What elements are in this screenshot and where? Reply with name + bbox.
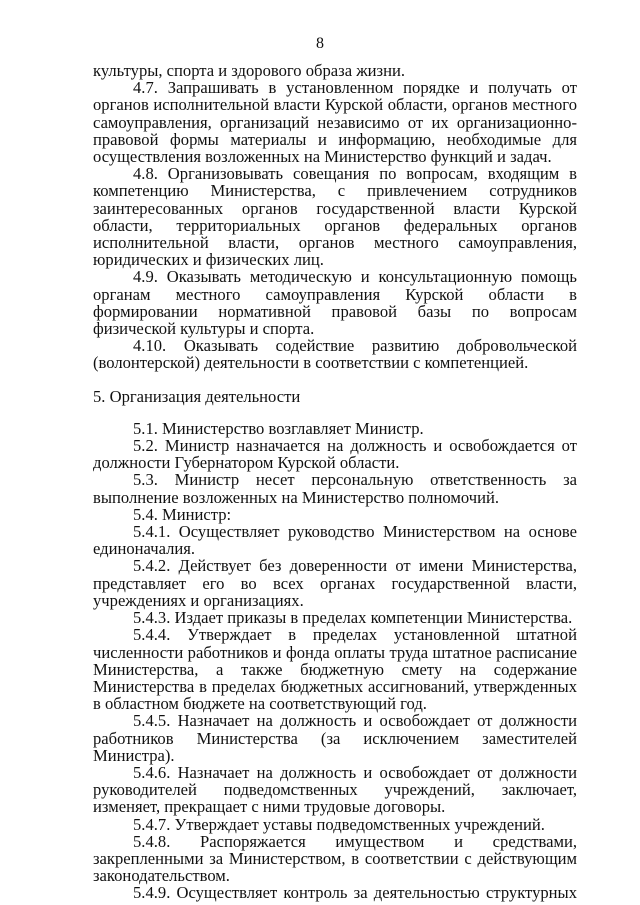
paragraph: 4.7. Запрашивать в установленном порядке и получать от органов исполнительной власти Курской области, органов местного самоуправления, организаций независимо от их организационно-правовой формы материалы и информацию, необходимые для осуществления возложенных на Министерство функций и задач. (93, 78, 577, 167)
paragraph: 4.8. Организовывать совещания по вопросам, входящим в компетенцию Министерства, с привлечением сотрудников заинтересованных органов государственной власти Курской области, территориальных органов федеральных органов исполнительной власти, органов местного самоуправления, юридических и физических лиц. (93, 164, 577, 270)
paragraph: 4.9. Оказывать методическую и консультационную помощь органам местного самоуправления Курской области в формировании нормативной правовой базы по вопросам физической культуры и спорта. (93, 267, 577, 339)
paragraph: 5.4. Министр: (133, 504, 232, 524)
paragraph: 5.4.7. Утверждает уставы подведомственных учреждений. (133, 814, 545, 834)
paragraph: 5.4.4. Утверждает в пределах установленной штатной численности работников и фонда оплаты труда штатное расписание Министерства, а также бюджетную смету на содержание Министерства в пределах бюджетных ассигнований, утвержденных в областном бюджете на соответствующий год. (93, 625, 577, 714)
paragraph: 5.2. Министр назначается на должность и освобождается от должности Губернатором Курской области. (93, 436, 577, 473)
paragraph: культуры, спорта и здорового образа жизни. (93, 61, 406, 80)
section-heading: 5. Организация деятельности (93, 386, 301, 406)
paragraph: 5.4.5. Назначает на должность и освобождает от должности работников Министерства (за исключением заместителей Министра). (93, 711, 577, 765)
page-number: 8 (316, 35, 324, 52)
paragraph: 5.1. Министерство возглавляет Министр. (133, 418, 424, 438)
paragraph: 5.4.2. Действует без доверенности от имени Министерства, представляет его во всех органах государственной власти, учреждениях и организациях. (93, 556, 577, 610)
document-body (93, 62, 577, 902)
paragraph: 4.10. Оказывать содействие развитию добровольческой (волонтерской) деятельности в соответствии с компетенцией. (93, 336, 577, 373)
paragraph: 5.4.9. Осуществляет контроль за деятельностью структурных (133, 883, 577, 903)
paragraph: 5.4.6. Назначает на должность и освобождает от должности руководителей подведомственных учреждений, заключает, изменяет, прекращает с ними трудовые договоры. (93, 762, 577, 817)
paragraph: 5.4.1. Осуществляет руководство Министерством на основе единоначалия. (93, 522, 577, 559)
paragraph: 5.3. Министр несет персональную ответственность за выполнение возложенных на Министерство полномочий. (93, 470, 577, 507)
paragraph: 5.4.3. Издает приказы в пределах компетенции Министерства. (133, 608, 573, 628)
paragraph: 5.4.8. Распоряжается имуществом и средствами, закрепленными за Министерством, в соответствии с действующим законодательством. (93, 831, 577, 886)
